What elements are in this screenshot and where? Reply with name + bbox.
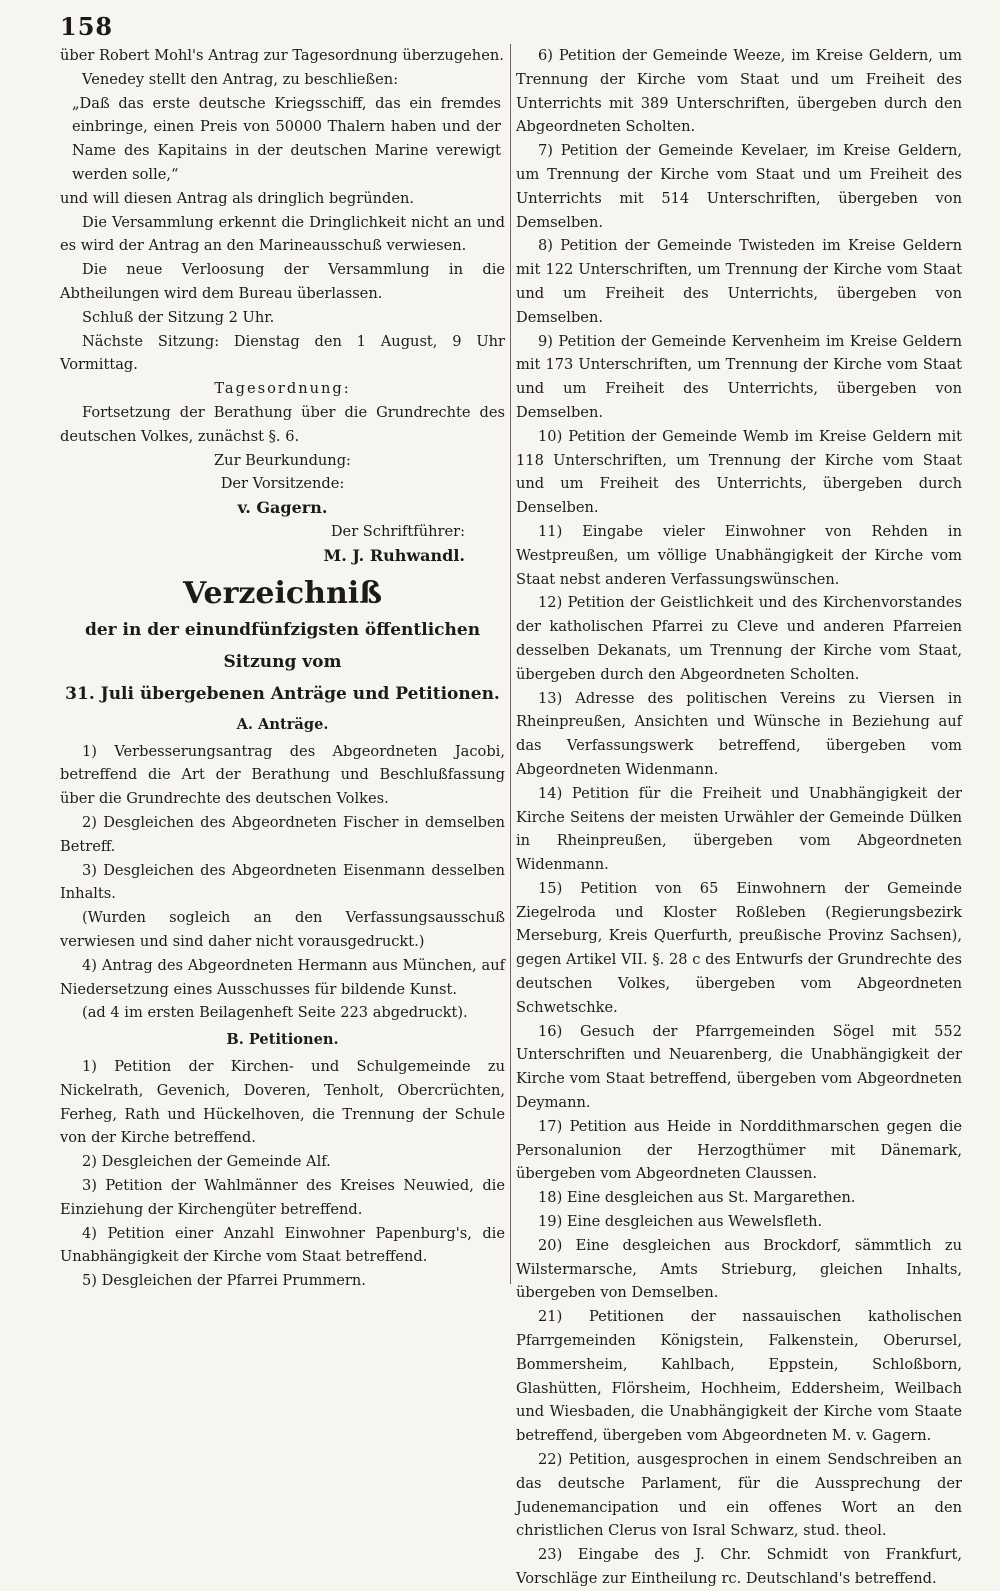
quote: „Daß das erste deutsche Kriegsschiff, das ein fremdes einbringe, einen Preis von 50000 Thalern haben und der Name des Kapitains in der deutschen Marine verewigt werden solle,“ (72, 94, 501, 183)
list-item: 3) Desgleichen des Abgeordneten Eisenmann desselben Inhalts. (60, 861, 505, 903)
list-item: 4) Antrag des Abgeordneten Hermann aus München, auf Niedersetzung eines Ausschusses für bildende Kunst. (60, 956, 505, 998)
list-item: 3) Petition der Wahlmänner des Kreises Neuwied, die Einziehung der Kirchengüter betreffend. (60, 1177, 505, 1218)
list-item: 20) Eine desgleichen aus Brockdorf, sämmtlich zu Wilstermarsche, Amts Strieburg, gleichen Inhalts, übergeben von Demselben. (516, 1236, 962, 1302)
list-item: 10) Petition der Gemeinde Wemb im Kreise Geldern mit 118 Unterschriften, um Trennung der Kirche vom Staat und um Freiheit des Unterrichts, übergeben durch Denselben. (516, 427, 962, 517)
list-item: 14) Petition für die Freiheit und Unabhängigkeit der Kirche Seitens der meisten Urwähler der Gemeinde Dülken in Rheinpreußen, übergeben vom Abgeordneten Widenmann. (516, 784, 962, 874)
paragraph: und will diesen Antrag als dringlich begründen. (60, 189, 415, 207)
list-item: 1) Petition der Kirchen- und Schulgemeinde zu Nickelrath, Gevenich, Doveren, Tenholt, Obercrüchten, Ferheg, Rath und Hückelhoven, die Trennung der Schule von der Kirche betreffend. (60, 1058, 505, 1147)
paragraph: über Robert Mohl's Antrag zur Tagesordnung überzugehen. (60, 47, 504, 64)
left-column (60, 44, 505, 1293)
list-item: 8) Petition der Gemeinde Twisteden im Kreise Geldern mit 122 Unterschriften, um Trennung der Kirche vom Staat und um Freiheit des Unterrichts, übergeben von Demselben. (516, 237, 962, 326)
list-item: 19) Eine desgleichen aus Wewelsfleth. (538, 1213, 823, 1231)
list-item: 11) Eingabe vieler Einwohner von Rehden in Westpreußen, um völlige Unabhängigkeit der Kirche vom Staat nebst anderen Verfassungswünschen. (516, 522, 962, 588)
note: (Wurden sogleich an den Verfassungsausschuß verwiesen und sind daher nicht vorausgedruckt.) (60, 909, 505, 950)
list-item: 15) Petition von 65 Einwohnern der Gemeinde Ziegelroda und Kloster Roßleben (Regierungsbezirk Merseburg, Kreis Querfurth, preußische Provinz Sachsen), gegen Artikel VII. §. 28 c des Entwurfs der Grundrechte des deutschen Volkes, übergeben vom Abgeordneten Schwetschke. (516, 879, 962, 1016)
list-item: 12) Petition der Geistlichkeit und des Kirchenvorstandes der katholischen Pfarrei zu Cleve und anderen Pfarreien desselben Dekanats, um Trennung der Kirche vom Staat, übergeben durch den Abgeordneten Scholten. (516, 594, 962, 683)
paragraph: Venedey stellt den Antrag, zu beschließen: (82, 70, 399, 88)
paragraph: Die Versammlung erkennt die Dringlichkeit nicht an und es wird der Antrag an den Marineausschuß verwiesen. (60, 213, 505, 255)
list-item: 1) Verbesserungsantrag des Abgeordneten Jacobi, betreffend die Art der Berathung und Beschlußfassung über die Grundrechte des deutschen Volkes. (60, 742, 505, 808)
list-item: 16) Gesuch der Pfarrgemeinden Sögel mit 552 Unterschriften und Neuarenberg, die Unabhängigkeit der Kirche vom Staat betreffend, übergeben vom Abgeordneten Deymann. (516, 1022, 962, 1112)
list-subtitle: 31. Juli übergebenen Anträge und Petitionen. (65, 683, 500, 704)
agenda-heading: Tagesordnung: (214, 380, 351, 398)
list-item: 2) Desgleichen der Gemeinde Alf. (82, 1153, 331, 1171)
paragraph: Schluß der Sitzung 2 Uhr. (82, 308, 275, 326)
list-item: 9) Petition der Gemeinde Kervenheim im Kreise Geldern mit 173 Unterschriften, um Trennung der Kirche vom Staat und um Freiheit des Unterrichts, übergeben von Demselben. (516, 332, 962, 421)
paragraph: Nächste Sitzung: Dienstag den 1 August, 9 Uhr Vormittag. (60, 332, 505, 374)
section-heading: A. Anträge. (236, 715, 329, 733)
list-item: 2) Desgleichen des Abgeordneten Fischer in demselben Betreff. (60, 813, 505, 855)
paragraph: Fortsetzung der Berathung über die Grundrechte des deutschen Volkes, zunächst §. 6. (60, 403, 505, 445)
list-item: 23) Eingabe des J. Chr. Schmidt von Frankfurt, Vorschläge zur Eintheilung rc. Deutschland's betreffend. (516, 1546, 962, 1587)
list-item: 6) Petition der Gemeinde Weeze, im Kreise Geldern, um Trennung der Kirche vom Staat und um Freiheit des Unterrichts mit 389 Unterschriften, übergeben durch den Abgeordneten Scholten. (516, 47, 962, 136)
note: (ad 4 im ersten Beilagenheft Seite 223 abgedruckt). (82, 1004, 468, 1022)
list-item: 7) Petition der Gemeinde Kevelaer, im Kreise Geldern, um Trennung der Kirche vom Staat und um Freiheit des Unterrichts mit 514 Unterschriften, übergeben von Demselben. (516, 142, 962, 231)
list-subtitle: der in der einundfünfzigsten öffentlichen Sitzung vom (84, 619, 481, 672)
secretary-label: Der Schriftführer: (330, 522, 465, 540)
list-item: 18) Eine desgleichen aus St. Margarethen. (538, 1189, 856, 1207)
right-column (516, 44, 962, 1591)
chair-label: Der Vorsitzende: (220, 475, 345, 493)
list-title: Verzeichniß (182, 575, 382, 611)
column-divider (510, 44, 511, 1284)
list-item: 13) Adresse des politischen Vereins zu Viersen in Rheinpreußen, Ansichten und Wünsche in Beziehung auf das Verfassungswerk betreffend, übergeben vom Abgeordneten Widenmann. (516, 689, 962, 778)
page-number: 158 (60, 12, 114, 41)
list-item: 5) Desgleichen der Pfarrei Prummern. (82, 1272, 366, 1290)
list-item: 21) Petitionen der nassauischen katholischen Pfarrgemeinden Königstein, Falkenstein, Oberursel, Bommersheim, Kahlbach, Eppstein, Schloßborn, Glashütten, Flörsheim, Hochheim, Eddersheim, Weilbach und Wiesbaden, die Unabhängigkeit der Kirche vom Staate betreffend, übergeben vom Abgeordneten M. v. Gagern. (516, 1308, 962, 1445)
section-heading: B. Petitionen. (226, 1031, 339, 1049)
certification-label: Zur Beurkundung: (214, 451, 351, 469)
list-item: 22) Petition, ausgesprochen in einem Sendschreiben an das deutsche Parlament, für die Aussprechung der Judenemancipation und ein offenes Wort an den christlichen Clerus von Isral Schwarz, stud. theol. (516, 1451, 962, 1540)
paragraph: Die neue Verloosung der Versammlung in die Abtheilungen wird dem Bureau überlassen. (60, 261, 505, 302)
secretary-name: M. J. Ruhwandl. (323, 545, 465, 565)
chair-name: v. Gagern. (237, 498, 328, 518)
list-item: 17) Petition aus Heide in Norddithmarschen gegen die Personalunion der Herzogthümer mit Dänemark, übergeben vom Abgeordneten Claussen. (516, 1117, 962, 1183)
list-item: 4) Petition einer Anzahl Einwohner Papenburg's, die Unabhängigkeit der Kirche vom Staat betreffend. (60, 1224, 505, 1266)
